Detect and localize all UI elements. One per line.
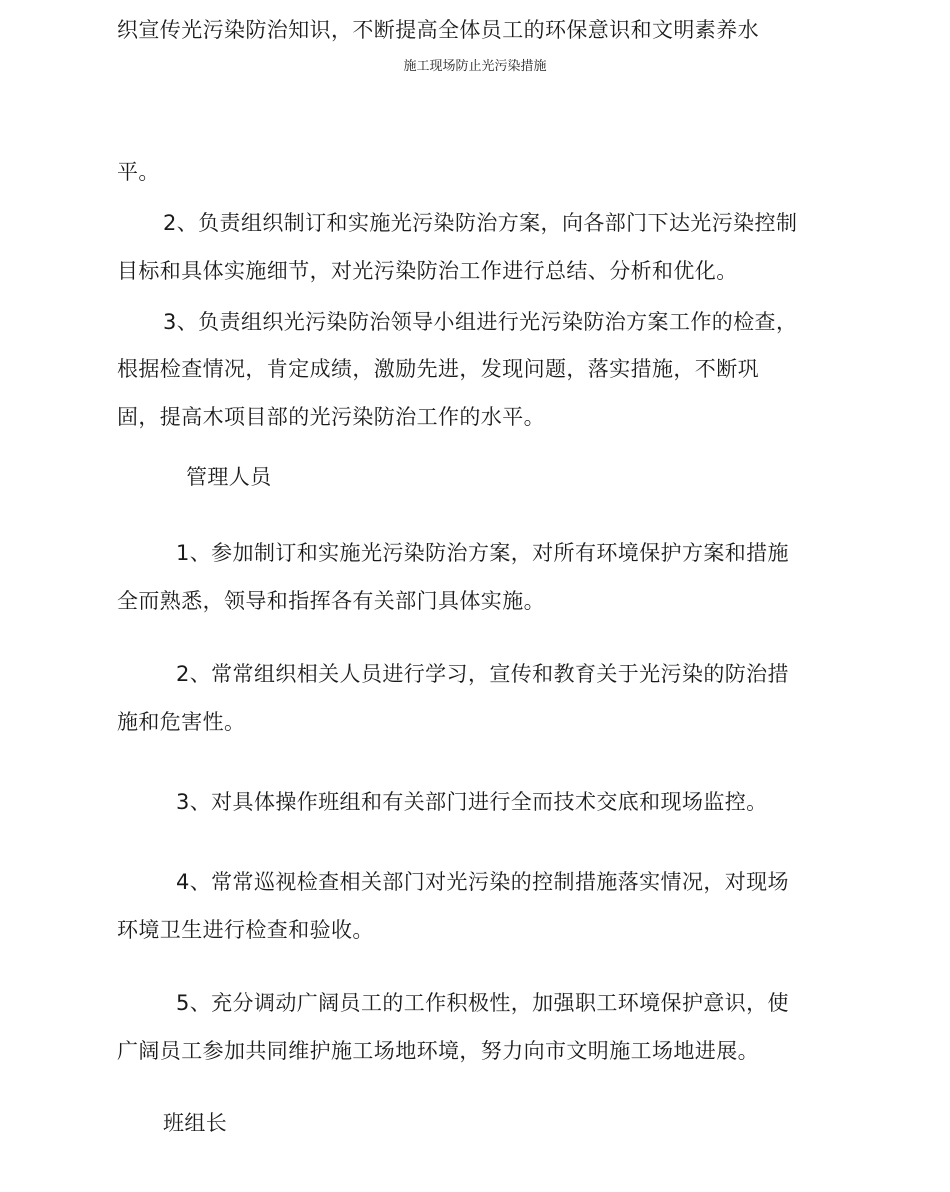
paragraph-line: 施和危害性。	[117, 710, 246, 734]
section-heading: 班组长	[163, 1111, 228, 1135]
paragraph-line: 目标和具体实施细节，对光污染防治工作进行总结、分析和优化。	[117, 259, 738, 283]
paragraph-line: 3、负责组织光污染防治领导小组进行光污染防治方案工作的检查，	[163, 310, 798, 334]
paragraph-line: 平。	[117, 160, 160, 184]
paragraph-line: 1、参加制订和实施光污染防治方案，对所有环境保护方案和措施	[176, 541, 789, 565]
paragraph-line: 5、充分调动广阔员工的工作积极性，加强职工环境保护意识，使	[176, 991, 789, 1015]
paragraph-line: 3、对具体操作班组和有关部门进行全而技术交底和现场监控。	[176, 790, 768, 814]
page-title: 施工现场防止光污染措施	[403, 59, 547, 74]
paragraph-line: 广阔员工参加共同维护施工场地环境，努力向市文明施工场地进展。	[117, 1039, 759, 1063]
paragraph-line: 根据检查情况，肯定成绩，激励先进，发现问题，落实措施，不断巩	[117, 357, 759, 381]
paragraph-line: 环境卫生进行检查和验收。	[117, 918, 374, 942]
paragraph-line: 全而熟悉，领导和指挥各有关部门具体实施。	[117, 589, 545, 613]
paragraph-line: 4、常常巡视检查相关部门对光污染的控制措施落实情况，对现场	[176, 870, 789, 894]
section-heading: 管理人员	[186, 465, 272, 489]
paragraph-line: 2、常常组织相关人员进行学习，宣传和教育关于光污染的防治措	[176, 662, 789, 686]
paragraph-line: 织宣传光污染防治知识，不断提高全体员工的环保意识和文明素养水	[117, 18, 759, 42]
paragraph-line: 固，提高木项目部的光污染防治工作的水平。	[117, 405, 545, 429]
paragraph-line: 2、负责组织制订和实施光污染防治方案，向各部门下达光污染控制	[163, 211, 798, 235]
